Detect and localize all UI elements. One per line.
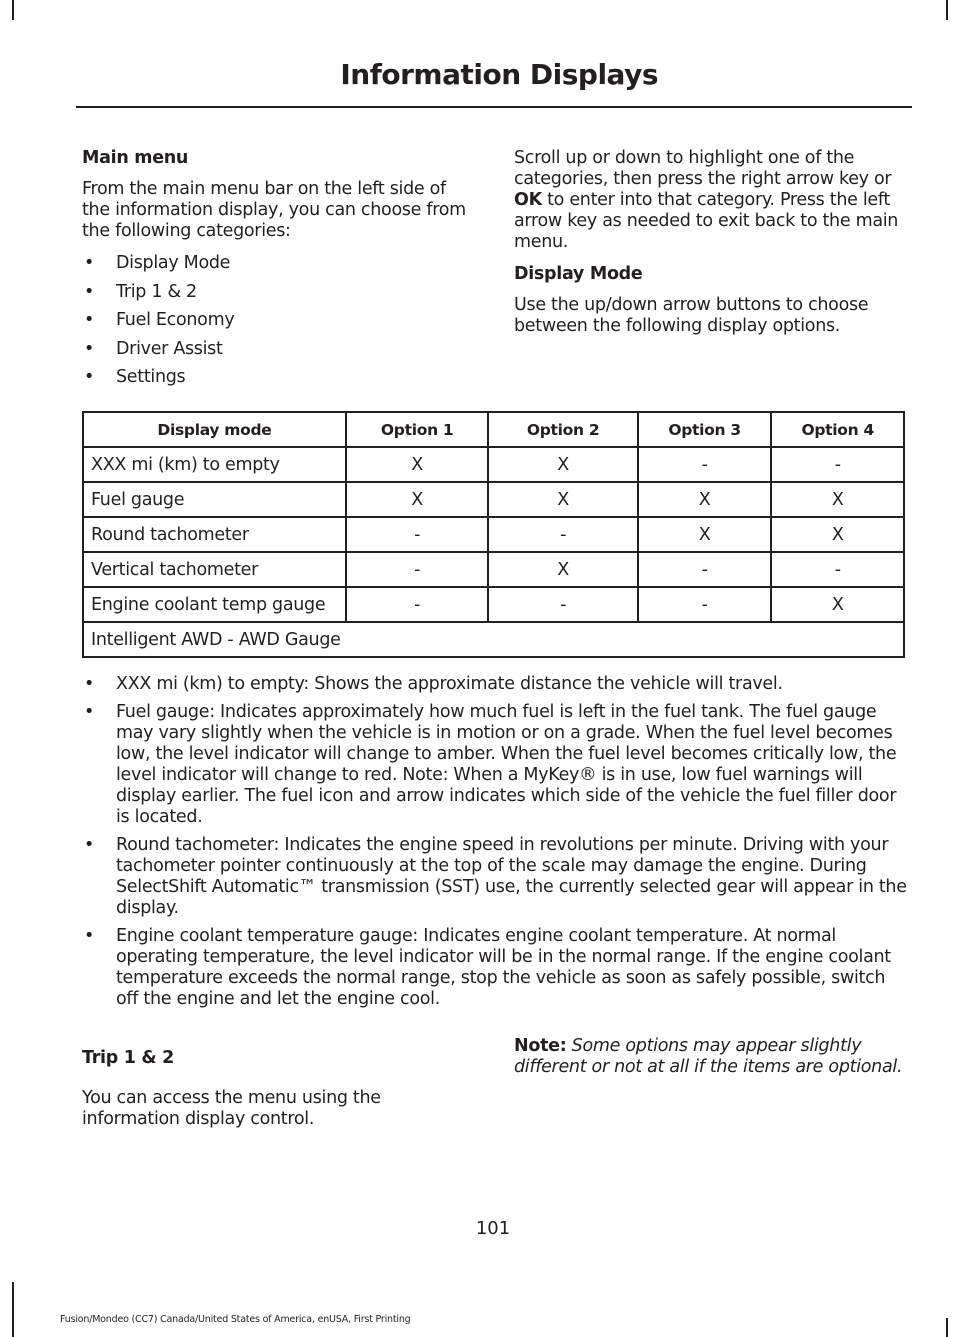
main-menu-heading: Main menu xyxy=(82,148,189,168)
table-cell: Vertical tachometer xyxy=(83,552,346,587)
table-cell: XXX mi (km) to empty xyxy=(83,447,346,482)
list-item: • XXX mi (km) to empty: Shows the approximate distance the vehicle will travel. xyxy=(82,674,908,695)
column-header: Option 3 xyxy=(638,412,772,447)
header-divider xyxy=(76,106,912,108)
category-item: • Fuel Economy xyxy=(82,310,477,331)
note-text: Some options may appear slightly different or not at all if the items are optional. xyxy=(514,1036,903,1077)
table-cell: - xyxy=(638,587,772,622)
table-cell: X xyxy=(488,482,637,517)
note-label: Note: xyxy=(514,1036,567,1056)
table-cell: X xyxy=(771,482,904,517)
list-item: • Fuel gauge: Indicates approximately how much fuel is left in the fuel tank. The fuel gauge may vary slightly when the vehicle is in motion or on a grade. When the fuel level becomes low, the level indicator will change to amber. When the fuel level becomes critically low, the level indicator will change to red. Note: When a MyKey® is in use, low fuel warnings will display earlier. The fuel icon and arrow indicates which side of the vehicle the fuel filler door is located. xyxy=(82,702,908,828)
table-cell: Engine coolant temp gauge xyxy=(83,587,346,622)
column-header: Option 1 xyxy=(346,412,489,447)
scroll-text-before: Scroll up or down to highlight one of the categories, then press the right arrow key or xyxy=(514,148,892,189)
table-cell: - xyxy=(638,447,772,482)
list-item: • Round tachometer: Indicates the engine speed in revolutions per minute. Driving with your tachometer pointer continuously at the top of the scale may damage the engine. During SelectShift Automatic™ transmission (SST) use, the currently selected gear will appear in the display. xyxy=(82,835,908,919)
table-cell: Fuel gauge xyxy=(83,482,346,517)
table-cell: X xyxy=(638,482,772,517)
column-header: Option 4 xyxy=(771,412,904,447)
table-row xyxy=(83,482,904,517)
table-row xyxy=(83,552,904,587)
table-cell: X xyxy=(346,447,489,482)
trip-section xyxy=(82,1048,462,1141)
page-number: 101 xyxy=(475,1218,511,1239)
display-mode-text: Use the up/down arrow buttons to choose between the following display options. xyxy=(514,295,869,336)
scroll-instructions xyxy=(514,148,908,253)
gauge-descriptions xyxy=(82,674,908,1017)
table-cell: - xyxy=(638,552,772,587)
main-menu-intro: From the main menu bar on the left side of the information display, you can choose from the following categories: xyxy=(82,179,466,241)
note-section xyxy=(514,1036,908,1078)
category-item: • Settings xyxy=(82,367,477,388)
table-cell: - xyxy=(346,552,489,587)
crop-mark-bottom-left xyxy=(12,1282,14,1337)
crop-mark-top-right xyxy=(946,0,948,20)
table-header-row xyxy=(83,412,904,447)
ok-key-label: OK xyxy=(514,190,542,210)
column-header: Display mode xyxy=(83,412,346,447)
table-row xyxy=(83,517,904,552)
display-options-table xyxy=(82,411,905,658)
table-cell: - xyxy=(488,517,637,552)
table-cell: - xyxy=(771,447,904,482)
trip-text: You can access the menu using the information display control. xyxy=(82,1088,381,1129)
table-cell: - xyxy=(346,517,489,552)
table-row xyxy=(83,622,904,657)
table-cell: Intelligent AWD - AWD Gauge xyxy=(83,622,904,657)
table-cell: X xyxy=(488,447,637,482)
category-item: • Driver Assist xyxy=(82,339,477,360)
table-row xyxy=(83,447,904,482)
crop-mark-bottom-right xyxy=(946,1318,948,1337)
main-menu-section xyxy=(82,148,477,396)
list-item: • Engine coolant temperature gauge: Indicates engine coolant temperature. At normal operating temperature, the level indicator will be in the normal range. If the engine coolant temperature exceeds the normal range, stop the vehicle as soon as safely possible, switch off the engine and let the engine cool. xyxy=(82,926,908,1010)
table-cell: X xyxy=(771,517,904,552)
trip-heading: Trip 1 & 2 xyxy=(82,1048,175,1068)
table-cell: X xyxy=(488,552,637,587)
table-cell: X xyxy=(638,517,772,552)
table-cell: - xyxy=(488,587,637,622)
table-cell: X xyxy=(346,482,489,517)
table-row xyxy=(83,587,904,622)
column-header: Option 2 xyxy=(488,412,637,447)
table-cell: - xyxy=(771,552,904,587)
table-cell: - xyxy=(346,587,489,622)
navigation-section xyxy=(514,148,908,348)
footer-text: Fusion/Mondeo (CC7) Canada/United States of America, enUSA, First Printing xyxy=(60,1314,411,1325)
display-mode-heading: Display Mode xyxy=(514,264,643,284)
category-item: • Display Mode xyxy=(82,253,477,274)
category-item: • Trip 1 & 2 xyxy=(82,282,477,303)
scroll-text-after: to enter into that category. Press the left arrow key as needed to exit back to the main menu. xyxy=(514,190,899,252)
table-cell: X xyxy=(771,587,904,622)
table-cell: Round tachometer xyxy=(83,517,346,552)
category-list xyxy=(82,253,477,388)
crop-mark-top-left xyxy=(12,0,14,20)
page-title: Information Displays xyxy=(340,58,658,91)
